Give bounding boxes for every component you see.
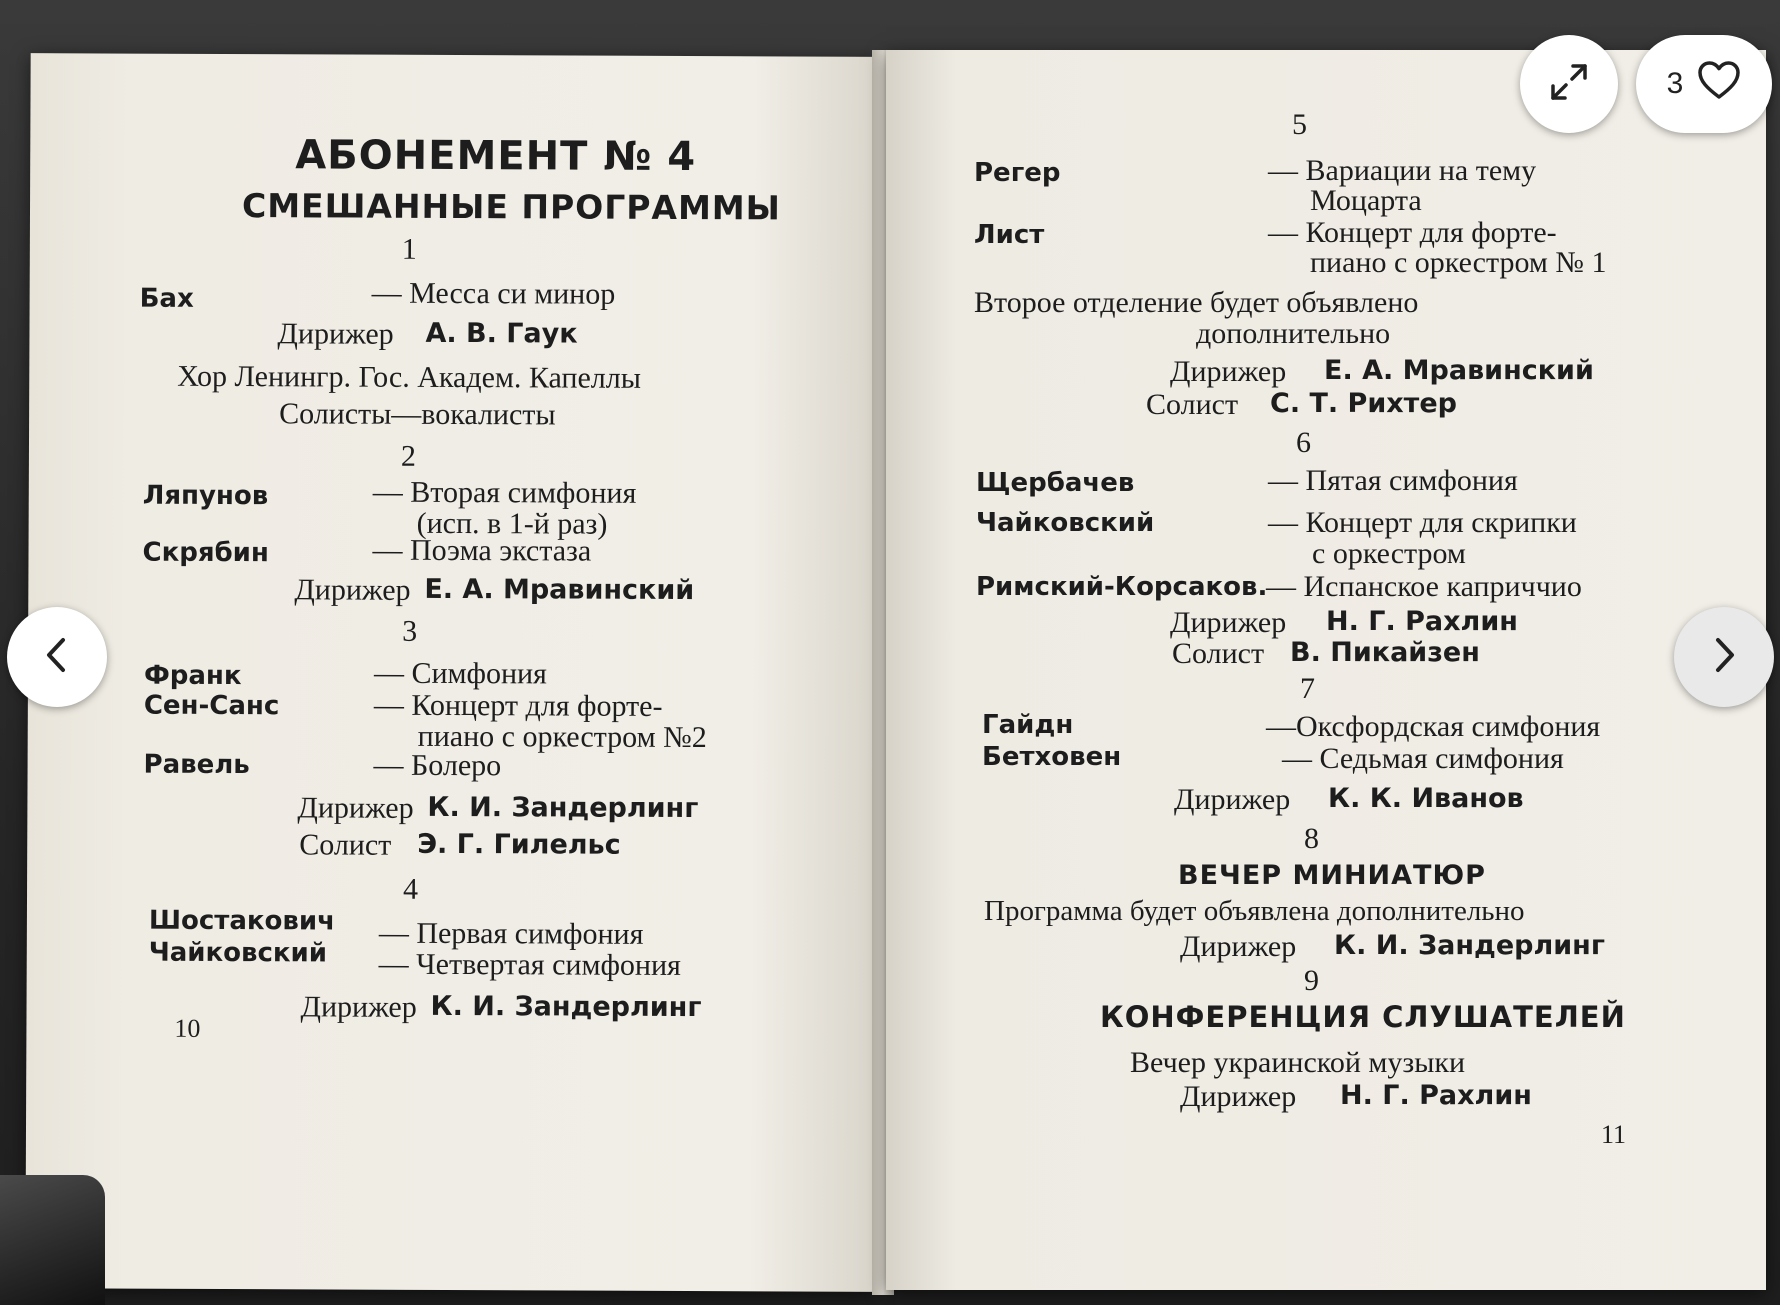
conductor-name: Н. Г. Рахлин: [1326, 606, 1518, 637]
composer: Щербачев: [976, 468, 1135, 498]
soloist-label: Солист: [1172, 637, 1265, 670]
work-title: — Концерт для форте-: [373, 688, 663, 723]
work-title-cont: пиано с оркестром № 1: [1310, 246, 1607, 279]
work-title: — Болеро: [373, 748, 502, 783]
concert-number: 1: [401, 232, 417, 266]
conductor-label: Дирижер: [297, 791, 414, 825]
concert-number: 6: [1296, 426, 1311, 459]
booklet-left-page: [25, 53, 880, 1292]
expand-icon: [1545, 58, 1593, 110]
composer: Бах: [139, 283, 194, 314]
concert-heading: ВЕЧЕР МИНИАТЮР: [1178, 860, 1486, 891]
conductor-label: Дирижер: [300, 990, 417, 1024]
work-title: — Вариации на тему: [1268, 154, 1537, 187]
composer: Сен-Санс: [143, 690, 280, 722]
work-title: — Месса си минор: [371, 276, 616, 311]
conductor-name: Н. Г. Рахлин: [1340, 1080, 1532, 1111]
conductor-name: К. И. Зандерлинг: [427, 791, 699, 825]
heart-icon: [1697, 60, 1741, 108]
conductor-label: Дирижер: [1170, 355, 1287, 388]
chevron-left-icon: [40, 635, 74, 679]
booklet-right-page: [886, 50, 1766, 1290]
next-image-button[interactable]: [1674, 607, 1774, 707]
concert-number: 3: [402, 614, 418, 648]
composer: Шостакович: [148, 905, 336, 937]
concert-number: 2: [400, 439, 417, 473]
conductor-name: Е. А. Мравинский: [424, 573, 695, 607]
composer: Регер: [974, 158, 1061, 188]
expand-button[interactable]: [1520, 35, 1618, 133]
composer: Франк: [143, 660, 242, 692]
soloist-name: Э. Г. Гилельс: [417, 828, 621, 861]
conductor-label: Дирижер: [1170, 606, 1287, 639]
soloist-label: Солист: [1146, 388, 1239, 421]
concert-number: 4: [402, 872, 419, 906]
concert-number: 9: [1304, 964, 1319, 997]
composer: Скрябин: [142, 537, 269, 569]
performer-note: Хор Ленингр. Гос. Академ. Капеллы: [177, 359, 641, 395]
page-title: АБОНЕМЕНТ № 4: [295, 132, 697, 181]
work-title: — Первая симфония: [378, 916, 644, 951]
program-note: дополнительно: [1196, 317, 1391, 350]
conductor-name: К. И. Зандерлинг: [1334, 930, 1605, 961]
page-number: 10: [174, 1013, 201, 1043]
conductor-name: А. В. Гаук: [425, 317, 578, 350]
program-note: Вечер украинской музыки: [1130, 1046, 1466, 1079]
work-title: — Концерт для скрипки: [1268, 506, 1577, 539]
composer: Гайдн: [982, 710, 1074, 740]
conductor-name: Е. А. Мравинский: [1324, 355, 1594, 386]
conductor-label: Дирижер: [277, 317, 394, 351]
composer: Лист: [974, 220, 1045, 250]
like-count: 3: [1666, 67, 1684, 100]
conductor-label: Дирижер: [1180, 1080, 1297, 1113]
like-button[interactable]: [1636, 35, 1772, 133]
concert-number: 5: [1292, 108, 1307, 141]
work-title: — Концерт для форте-: [1268, 216, 1557, 249]
conductor-label: Дирижер: [294, 573, 411, 607]
work-title-cont: Моцарта: [1310, 184, 1422, 217]
work-title: — Четвертая симфония: [378, 947, 681, 982]
concert-number: 7: [1300, 672, 1315, 705]
conductor-name: К. К. Иванов: [1328, 783, 1524, 814]
composer: Равель: [143, 749, 250, 781]
performer-note: Солисты—вокалисты: [279, 397, 556, 432]
soloist-name: В. Пикайзен: [1290, 637, 1480, 668]
concert-heading: КОНФЕРЕНЦИЯ СЛУШАТЕЛЕЙ: [1100, 1000, 1626, 1034]
work-title-cont: (исп. в 1-й раз): [416, 506, 608, 541]
work-title-cont: пиано с оркестром №2: [417, 719, 707, 755]
soloist-name: С. Т. Рихтер: [1270, 388, 1457, 419]
page-subtitle: СМЕШАННЫЕ ПРОГРАММЫ: [241, 186, 781, 228]
work-title: — Седьмая симфония: [1282, 742, 1564, 775]
conductor-label: Дирижер: [1174, 783, 1291, 816]
work-title: — Пятая симфония: [1268, 464, 1518, 497]
composer: Ляпунов: [142, 480, 269, 512]
composer: Бетховен: [982, 742, 1122, 772]
composer: Чайковский: [148, 937, 328, 969]
concert-number: 8: [1304, 822, 1319, 855]
previous-image-button[interactable]: [7, 607, 107, 707]
work-title: — Симфония: [373, 656, 547, 691]
program-note: Программа будет объявлена дополнительно: [984, 895, 1525, 927]
work-title-cont: с оркестром: [1312, 537, 1466, 570]
page-number: 11: [1601, 1120, 1627, 1149]
binder-clip: [0, 1175, 105, 1305]
soloist-label: Солист: [299, 828, 392, 862]
work-title: — Вторая симфония: [372, 475, 637, 510]
conductor-label: Дирижер: [1180, 930, 1297, 963]
chevron-right-icon: [1707, 635, 1741, 679]
work-title: — Поэма экстаза: [372, 533, 592, 568]
work-title: —Оксфордская симфония: [1266, 710, 1601, 743]
work-title: — Испанское каприччио: [1266, 570, 1582, 603]
composer: Римский-Корсаков.: [976, 572, 1268, 602]
conductor-name: К. И. Зандерлинг: [430, 990, 702, 1024]
composer: Чайковский: [976, 508, 1155, 538]
program-note: Второе отделение будет объявлено: [974, 286, 1419, 319]
